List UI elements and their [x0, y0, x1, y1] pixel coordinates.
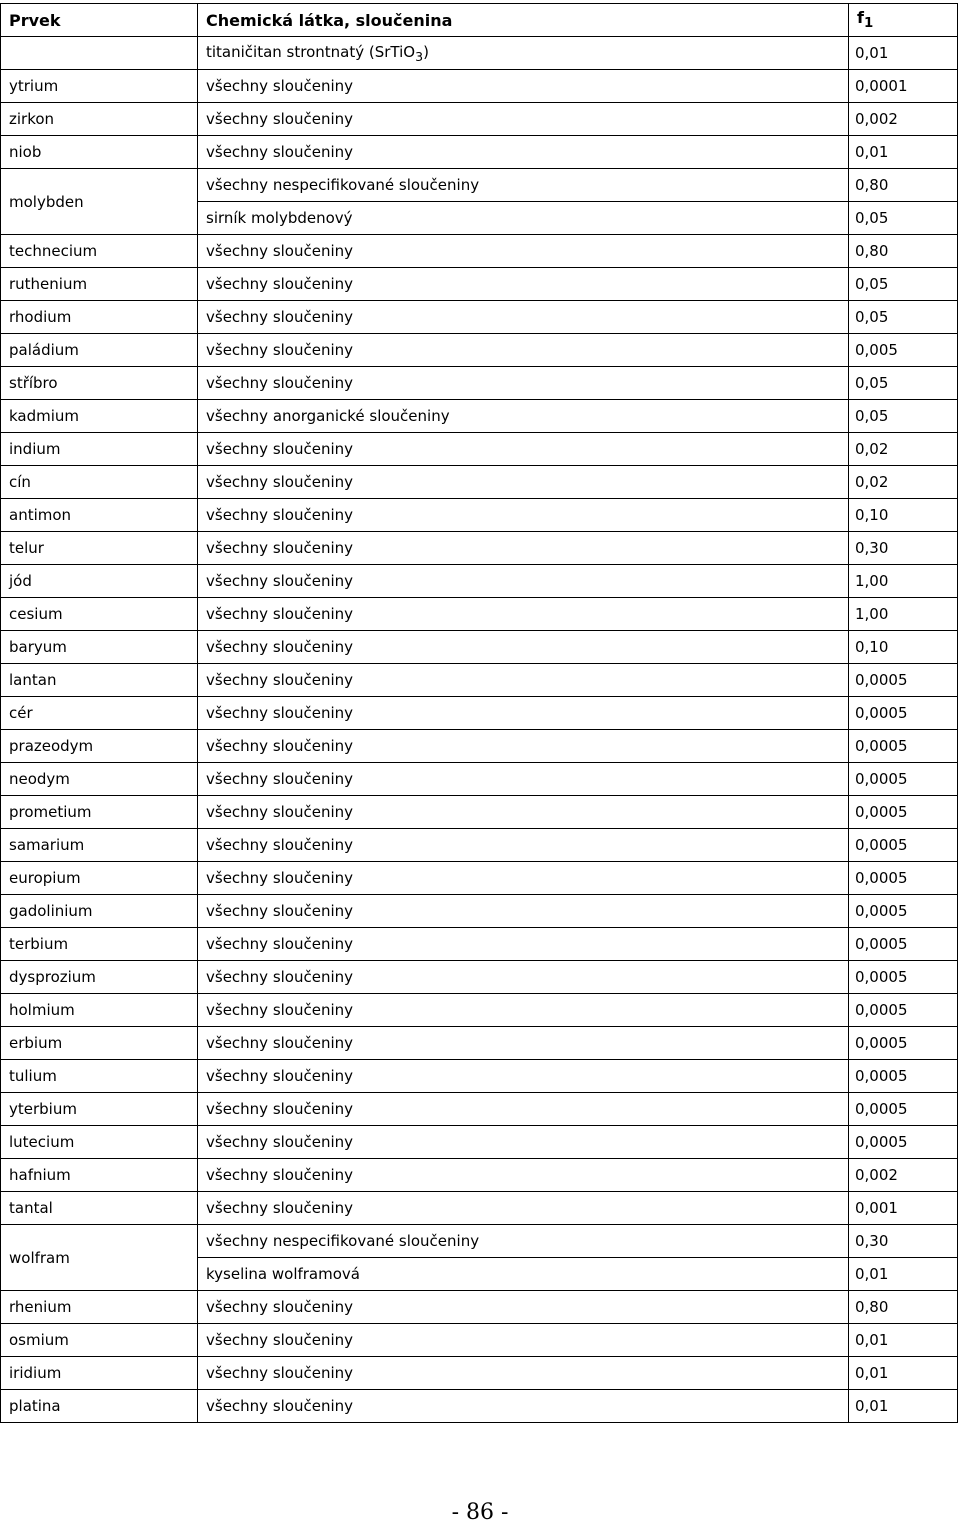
header-factor-symbol: f — [857, 8, 864, 28]
table-row — [1, 928, 958, 961]
compound-cell — [198, 961, 849, 994]
compound-cell — [198, 136, 849, 169]
compound-cell — [198, 796, 849, 829]
factor-cell: 0,0005 — [849, 862, 958, 895]
compound-cell — [198, 598, 849, 631]
compounds-table — [0, 3, 958, 1423]
element-cell: zirkon — [1, 103, 198, 136]
element-cell: platina — [1, 1390, 198, 1423]
page-number: - 86 - — [451, 1500, 509, 1525]
factor-cell: 0,0005 — [849, 1126, 958, 1159]
factor-cell: 0,05 — [849, 400, 958, 433]
element-cell: telur — [1, 532, 198, 565]
table-row — [1, 532, 958, 565]
compound-text: všechny sloučeniny — [206, 539, 354, 557]
element-cell: tulium — [1, 1060, 198, 1093]
table-row — [1, 565, 958, 598]
table-row — [1, 103, 958, 136]
element-cell: dysprozium — [1, 961, 198, 994]
compound-text: všechny sloučeniny — [206, 506, 354, 524]
table-row — [1, 1324, 958, 1357]
compound-cell — [198, 829, 849, 862]
element-cell: wolfram — [1, 1225, 198, 1291]
compound-cell — [198, 730, 849, 763]
compound-tail: ) — [423, 42, 429, 61]
table-row — [1, 334, 958, 367]
compound-text: všechny sloučeniny — [206, 308, 354, 326]
element-cell: osmium — [1, 1324, 198, 1357]
element-cell: rhenium — [1, 1291, 198, 1324]
compound-text: všechny sloučeniny — [206, 242, 354, 260]
compound-text: všechny sloučeniny — [206, 440, 354, 458]
factor-cell: 1,00 — [849, 598, 958, 631]
element-cell: indium — [1, 433, 198, 466]
compound-text: sirník molybdenový — [206, 209, 353, 227]
compound-text: všechny sloučeniny — [206, 770, 354, 788]
compound-cell — [198, 1324, 849, 1357]
compound-cell — [198, 433, 849, 466]
compound-cell — [198, 1225, 849, 1258]
factor-cell: 0,0005 — [849, 1060, 958, 1093]
factor-cell: 0,10 — [849, 499, 958, 532]
factor-cell: 0,80 — [849, 235, 958, 268]
compound-cell — [198, 697, 849, 730]
element-cell: samarium — [1, 829, 198, 862]
element-cell: jód — [1, 565, 198, 598]
compound-text: všechny sloučeniny — [206, 935, 354, 953]
compound-cell — [198, 1060, 849, 1093]
table-row — [1, 268, 958, 301]
compound-text: všechny sloučeniny — [206, 572, 354, 590]
element-cell: tantal — [1, 1192, 198, 1225]
element-cell: stříbro — [1, 367, 198, 400]
table-body — [1, 37, 958, 1423]
factor-cell: 0,02 — [849, 433, 958, 466]
compound-cell — [198, 928, 849, 961]
factor-cell: 0,01 — [849, 1258, 958, 1291]
compound-text: všechny sloučeniny — [206, 869, 354, 887]
compound-text: všechny sloučeniny — [206, 1133, 354, 1151]
compound-cell — [198, 334, 849, 367]
compound-text: všechny sloučeniny — [206, 110, 354, 128]
compound-text: všechny nespecifikované sloučeniny — [206, 176, 480, 194]
compound-cell — [198, 994, 849, 1027]
table-row — [1, 1225, 958, 1258]
factor-cell: 0,0005 — [849, 730, 958, 763]
compound-cell — [198, 763, 849, 796]
table-row — [1, 136, 958, 169]
table-row — [1, 1027, 958, 1060]
element-cell: cér — [1, 697, 198, 730]
factor-cell: 0,01 — [849, 1390, 958, 1423]
compound-text: všechny sloučeniny — [206, 1364, 354, 1382]
factor-cell: 0,005 — [849, 334, 958, 367]
compound-cell — [198, 268, 849, 301]
compound-text: všechny anorganické sloučeniny — [206, 407, 450, 425]
element-cell: terbium — [1, 928, 198, 961]
element-cell: iridium — [1, 1357, 198, 1390]
compound-text: všechny sloučeniny — [206, 1397, 354, 1415]
factor-cell: 0,0005 — [849, 1027, 958, 1060]
table-row — [1, 730, 958, 763]
table-row — [1, 1126, 958, 1159]
compound-text: všechny sloučeniny — [206, 1331, 354, 1349]
table-row — [1, 895, 958, 928]
compound-cell — [198, 37, 849, 70]
compound-text: všechny sloučeniny — [206, 143, 354, 161]
factor-cell: 0,0005 — [849, 796, 958, 829]
factor-cell: 0,001 — [849, 1192, 958, 1225]
compound-text: všechny sloučeniny — [206, 1100, 354, 1118]
factor-cell: 0,0005 — [849, 1093, 958, 1126]
compound-text: všechny sloučeniny — [206, 968, 354, 986]
compound-cell — [198, 1357, 849, 1390]
factor-cell: 0,01 — [849, 1324, 958, 1357]
table-row — [1, 1357, 958, 1390]
element-cell: kadmium — [1, 400, 198, 433]
compound-text: všechny sloučeniny — [206, 1001, 354, 1019]
compound-text: všechny sloučeniny — [206, 1067, 354, 1085]
element-cell: antimon — [1, 499, 198, 532]
factor-cell: 0,01 — [849, 136, 958, 169]
compound-cell — [198, 1390, 849, 1423]
element-cell: paládium — [1, 334, 198, 367]
element-cell: technecium — [1, 235, 198, 268]
factor-cell: 0,0005 — [849, 697, 958, 730]
factor-cell: 0,0005 — [849, 829, 958, 862]
table-row — [1, 70, 958, 103]
element-cell: hafnium — [1, 1159, 198, 1192]
compound-text: všechny sloučeniny — [206, 275, 354, 293]
compound-text: všechny sloučeniny — [206, 671, 354, 689]
element-cell: ruthenium — [1, 268, 198, 301]
factor-cell: 0,30 — [849, 532, 958, 565]
table-row — [1, 1159, 958, 1192]
header-factor — [849, 4, 958, 37]
table-row — [1, 400, 958, 433]
compound-text: titaničitan strontnatý (SrTiO — [206, 42, 416, 61]
factor-cell: 0,05 — [849, 268, 958, 301]
compound-text: všechny sloučeniny — [206, 737, 354, 755]
element-cell — [1, 37, 198, 70]
compound-cell — [198, 1093, 849, 1126]
table-row — [1, 862, 958, 895]
factor-cell: 0,05 — [849, 202, 958, 235]
element-cell: baryum — [1, 631, 198, 664]
compound-text: všechny sloučeniny — [206, 77, 354, 95]
factor-cell: 0,01 — [849, 37, 958, 70]
table-row — [1, 1390, 958, 1423]
compound-cell — [198, 532, 849, 565]
compound-cell — [198, 1159, 849, 1192]
factor-cell: 1,00 — [849, 565, 958, 598]
header-compound: Chemická látka, sloučenina — [198, 4, 849, 37]
table-row — [1, 664, 958, 697]
table-row — [1, 499, 958, 532]
compound-text: všechny sloučeniny — [206, 341, 354, 359]
factor-cell: 0,002 — [849, 103, 958, 136]
compound-text: všechny sloučeniny — [206, 374, 354, 392]
compound-cell — [198, 367, 849, 400]
factor-cell: 0,0005 — [849, 763, 958, 796]
element-cell: erbium — [1, 1027, 198, 1060]
table-row — [1, 1060, 958, 1093]
factor-cell: 0,30 — [849, 1225, 958, 1258]
compound-text: kyselina wolframová — [206, 1265, 360, 1283]
factor-cell: 0,0005 — [849, 664, 958, 697]
factor-cell: 0,0005 — [849, 994, 958, 1027]
compound-cell — [198, 103, 849, 136]
table-row — [1, 598, 958, 631]
table-row — [1, 301, 958, 334]
compound-text: všechny sloučeniny — [206, 473, 354, 491]
compound-cell — [198, 565, 849, 598]
table-row — [1, 1192, 958, 1225]
compound-cell — [198, 499, 849, 532]
table-row — [1, 994, 958, 1027]
factor-cell: 0,05 — [849, 367, 958, 400]
element-cell: rhodium — [1, 301, 198, 334]
factor-cell: 0,01 — [849, 1357, 958, 1390]
compound-subscript: 3 — [415, 48, 424, 64]
factor-cell: 0,80 — [849, 169, 958, 202]
compound-text: všechny sloučeniny — [206, 902, 354, 920]
compound-text: všechny sloučeniny — [206, 704, 354, 722]
factor-cell: 0,02 — [849, 466, 958, 499]
header-row — [1, 4, 958, 37]
compound-cell — [198, 1258, 849, 1291]
factor-cell: 0,0005 — [849, 928, 958, 961]
factor-cell: 0,002 — [849, 1159, 958, 1192]
element-cell: holmium — [1, 994, 198, 1027]
compound-cell — [198, 400, 849, 433]
compound-cell — [198, 202, 849, 235]
compound-text: všechny sloučeniny — [206, 638, 354, 656]
element-cell: prazeodym — [1, 730, 198, 763]
element-cell: lutecium — [1, 1126, 198, 1159]
factor-cell: 0,0005 — [849, 895, 958, 928]
table-row — [1, 1291, 958, 1324]
compound-cell — [198, 70, 849, 103]
compound-cell — [198, 862, 849, 895]
compound-text: všechny nespecifikované sloučeniny — [206, 1232, 480, 1250]
element-cell: ytrium — [1, 70, 198, 103]
element-cell: neodym — [1, 763, 198, 796]
element-cell: gadolinium — [1, 895, 198, 928]
compound-text: všechny sloučeniny — [206, 803, 354, 821]
element-cell: prometium — [1, 796, 198, 829]
compound-cell — [198, 169, 849, 202]
compound-cell — [198, 1291, 849, 1324]
table-row — [1, 169, 958, 202]
table-row — [1, 433, 958, 466]
table-row — [1, 37, 958, 70]
factor-cell: 0,80 — [849, 1291, 958, 1324]
table-row — [1, 961, 958, 994]
factor-cell: 0,0005 — [849, 961, 958, 994]
compound-text: všechny sloučeniny — [206, 836, 354, 854]
compound-cell — [198, 235, 849, 268]
compound-cell — [198, 895, 849, 928]
compound-cell — [198, 631, 849, 664]
table-row — [1, 235, 958, 268]
compound-cell — [198, 664, 849, 697]
compound-cell — [198, 1027, 849, 1060]
table-row — [1, 796, 958, 829]
compound-text: všechny sloučeniny — [206, 1034, 354, 1052]
table-row — [1, 697, 958, 730]
table-row — [1, 1093, 958, 1126]
header-factor-subscript: 1 — [863, 16, 874, 32]
table-row — [1, 631, 958, 664]
factor-cell: 0,10 — [849, 631, 958, 664]
compound-text: všechny sloučeniny — [206, 605, 354, 623]
element-cell: cesium — [1, 598, 198, 631]
element-cell: yterbium — [1, 1093, 198, 1126]
factor-cell: 0,05 — [849, 301, 958, 334]
table-row — [1, 829, 958, 862]
table-row — [1, 763, 958, 796]
header-element: Prvek — [1, 4, 198, 37]
element-cell: cín — [1, 466, 198, 499]
compound-cell — [198, 1192, 849, 1225]
compound-text: všechny sloučeniny — [206, 1199, 354, 1217]
compound-text: všechny sloučeniny — [206, 1166, 354, 1184]
table-row — [1, 367, 958, 400]
compound-cell — [198, 301, 849, 334]
element-cell: europium — [1, 862, 198, 895]
element-cell: niob — [1, 136, 198, 169]
element-cell: molybden — [1, 169, 198, 235]
table-row — [1, 466, 958, 499]
factor-cell: 0,0001 — [849, 70, 958, 103]
compound-cell — [198, 1126, 849, 1159]
compound-text: všechny sloučeniny — [206, 1298, 354, 1316]
element-cell: lantan — [1, 664, 198, 697]
compound-cell — [198, 466, 849, 499]
